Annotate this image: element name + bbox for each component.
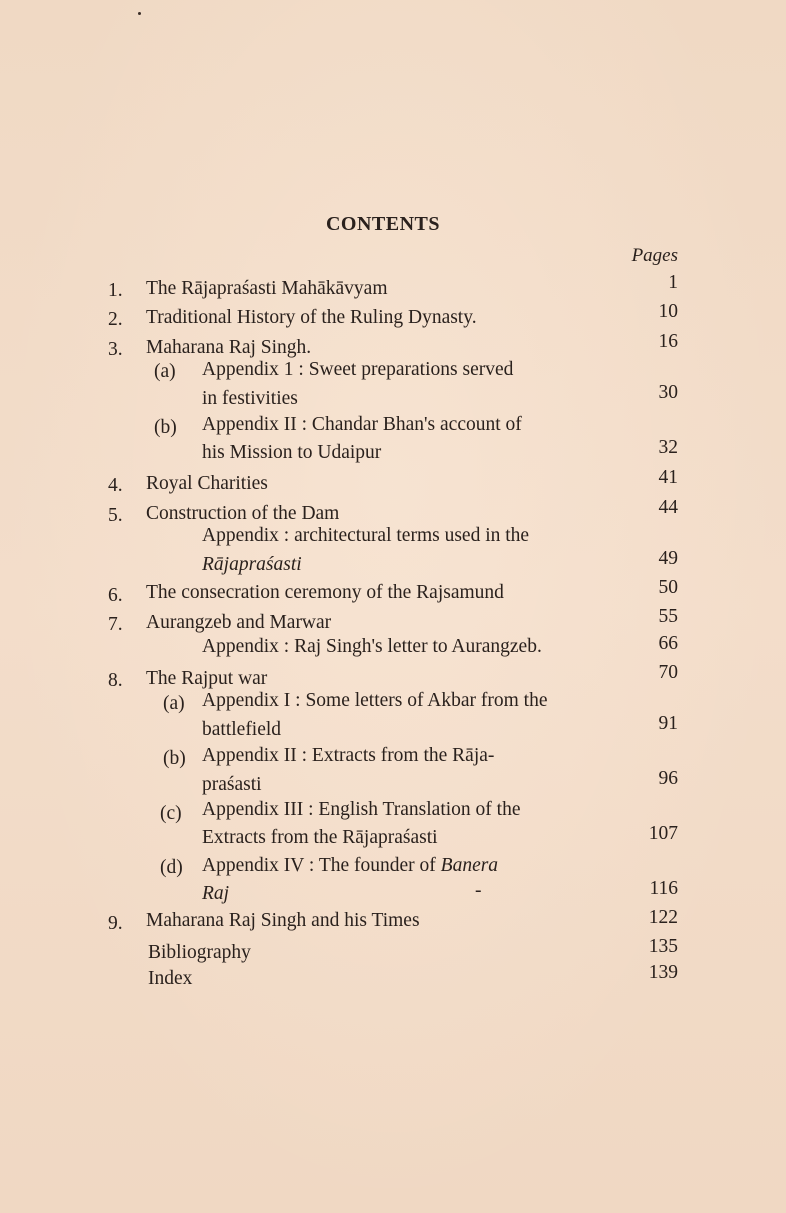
entry-page: 49 (658, 548, 678, 569)
entry-page: 66 (658, 633, 678, 654)
sub-entry-title-line1: Appendix III : English Translation of the (202, 799, 521, 820)
pages-column-label: Pages (631, 245, 678, 266)
entry-page: 16 (658, 331, 678, 352)
entry-title: Construction of the Dam (146, 503, 340, 524)
sub-entry-title-line2: in festivities (202, 388, 298, 409)
entry-number: 7. (108, 614, 123, 635)
sub-entry-title-line2: Rājapraśasti (202, 554, 302, 575)
sub-entry-label: (a) (163, 693, 185, 714)
entry-title: The Rājapraśasti Mahākāvyam (146, 278, 388, 299)
entry-title: Bibliography (148, 942, 251, 963)
sub-entry-title-line1: Appendix 1 : Sweet preparations served (202, 359, 514, 380)
entry-number: 8. (108, 670, 123, 691)
ink-speck (138, 12, 141, 15)
sub-entry-title-line1: Appendix II : Extracts from the Rāja- (202, 745, 495, 766)
entry-title: Index (148, 968, 193, 989)
entry-page: 70 (658, 662, 678, 683)
entry-page: 1 (668, 272, 678, 293)
sub-entry-title-line2: Extracts from the Rājapraśasti (202, 827, 438, 848)
entry-page: 50 (658, 577, 678, 598)
entry-number: 9. (108, 913, 123, 934)
sub-entry-label: (a) (154, 361, 176, 382)
sub-entry-title-line2: his Mission to Udaipur (202, 442, 382, 463)
entry-page: 116 (649, 878, 678, 899)
sub-entry-title-line1: Appendix IV : The founder of Banera (202, 855, 499, 876)
entry-page: 41 (658, 467, 678, 488)
entry-title: Royal Charities (146, 473, 268, 494)
entry-page: 10 (658, 301, 678, 322)
entry-title: Aurangzeb and Marwar (146, 612, 332, 633)
entry-number: 6. (108, 585, 123, 606)
entry-page: 96 (658, 768, 678, 789)
sub-entry-title-line1: Appendix I : Some letters of Akbar from the (202, 690, 548, 711)
sub-entry-title-line2: Raj (202, 883, 230, 904)
leader-dash: - (475, 880, 482, 901)
entry-title: The Rajput war (146, 668, 268, 689)
entry-page: 44 (658, 497, 678, 518)
sub-entry-label: (b) (154, 417, 177, 438)
entry-title: The consecration ceremony of the Rajsamund (146, 582, 504, 603)
entry-title: Maharana Raj Singh and his Times (146, 910, 420, 931)
sub-entry-title-italic: Banera (440, 855, 499, 876)
entry-page: 107 (648, 823, 678, 844)
sub-entry-title-line2: praśasti (202, 774, 262, 795)
entry-page: 30 (658, 382, 678, 403)
sub-entry-title-line1: Appendix : architectural terms used in the (202, 525, 530, 546)
sub-entry-label: (d) (160, 857, 183, 878)
sub-entry-label: (b) (163, 748, 186, 769)
entry-title: Maharana Raj Singh. (146, 337, 312, 358)
sub-entry-title-line1: Appendix II : Chandar Bhan's account of (202, 414, 522, 435)
sub-entry-title-line2: battlefield (202, 719, 282, 740)
entry-page: 135 (648, 936, 678, 957)
entry-number: 3. (108, 339, 123, 360)
sub-entry-label: (c) (160, 803, 182, 824)
entry-page: 122 (648, 907, 678, 928)
entry-title: Traditional History of the Ruling Dynasty. (146, 307, 477, 328)
entry-number: 5. (108, 505, 123, 526)
entry-page: 55 (658, 606, 678, 627)
sub-entry-title: Appendix : Raj Singh's letter to Aurangzeb. (202, 636, 542, 657)
entry-page: 139 (648, 962, 678, 983)
contents-heading: CONTENTS (325, 213, 441, 235)
entry-number: 2. (108, 309, 123, 330)
entry-number: 4. (108, 475, 123, 496)
entry-number: 1. (108, 280, 123, 301)
entry-page: 32 (658, 437, 678, 458)
entry-page: 91 (658, 713, 678, 734)
